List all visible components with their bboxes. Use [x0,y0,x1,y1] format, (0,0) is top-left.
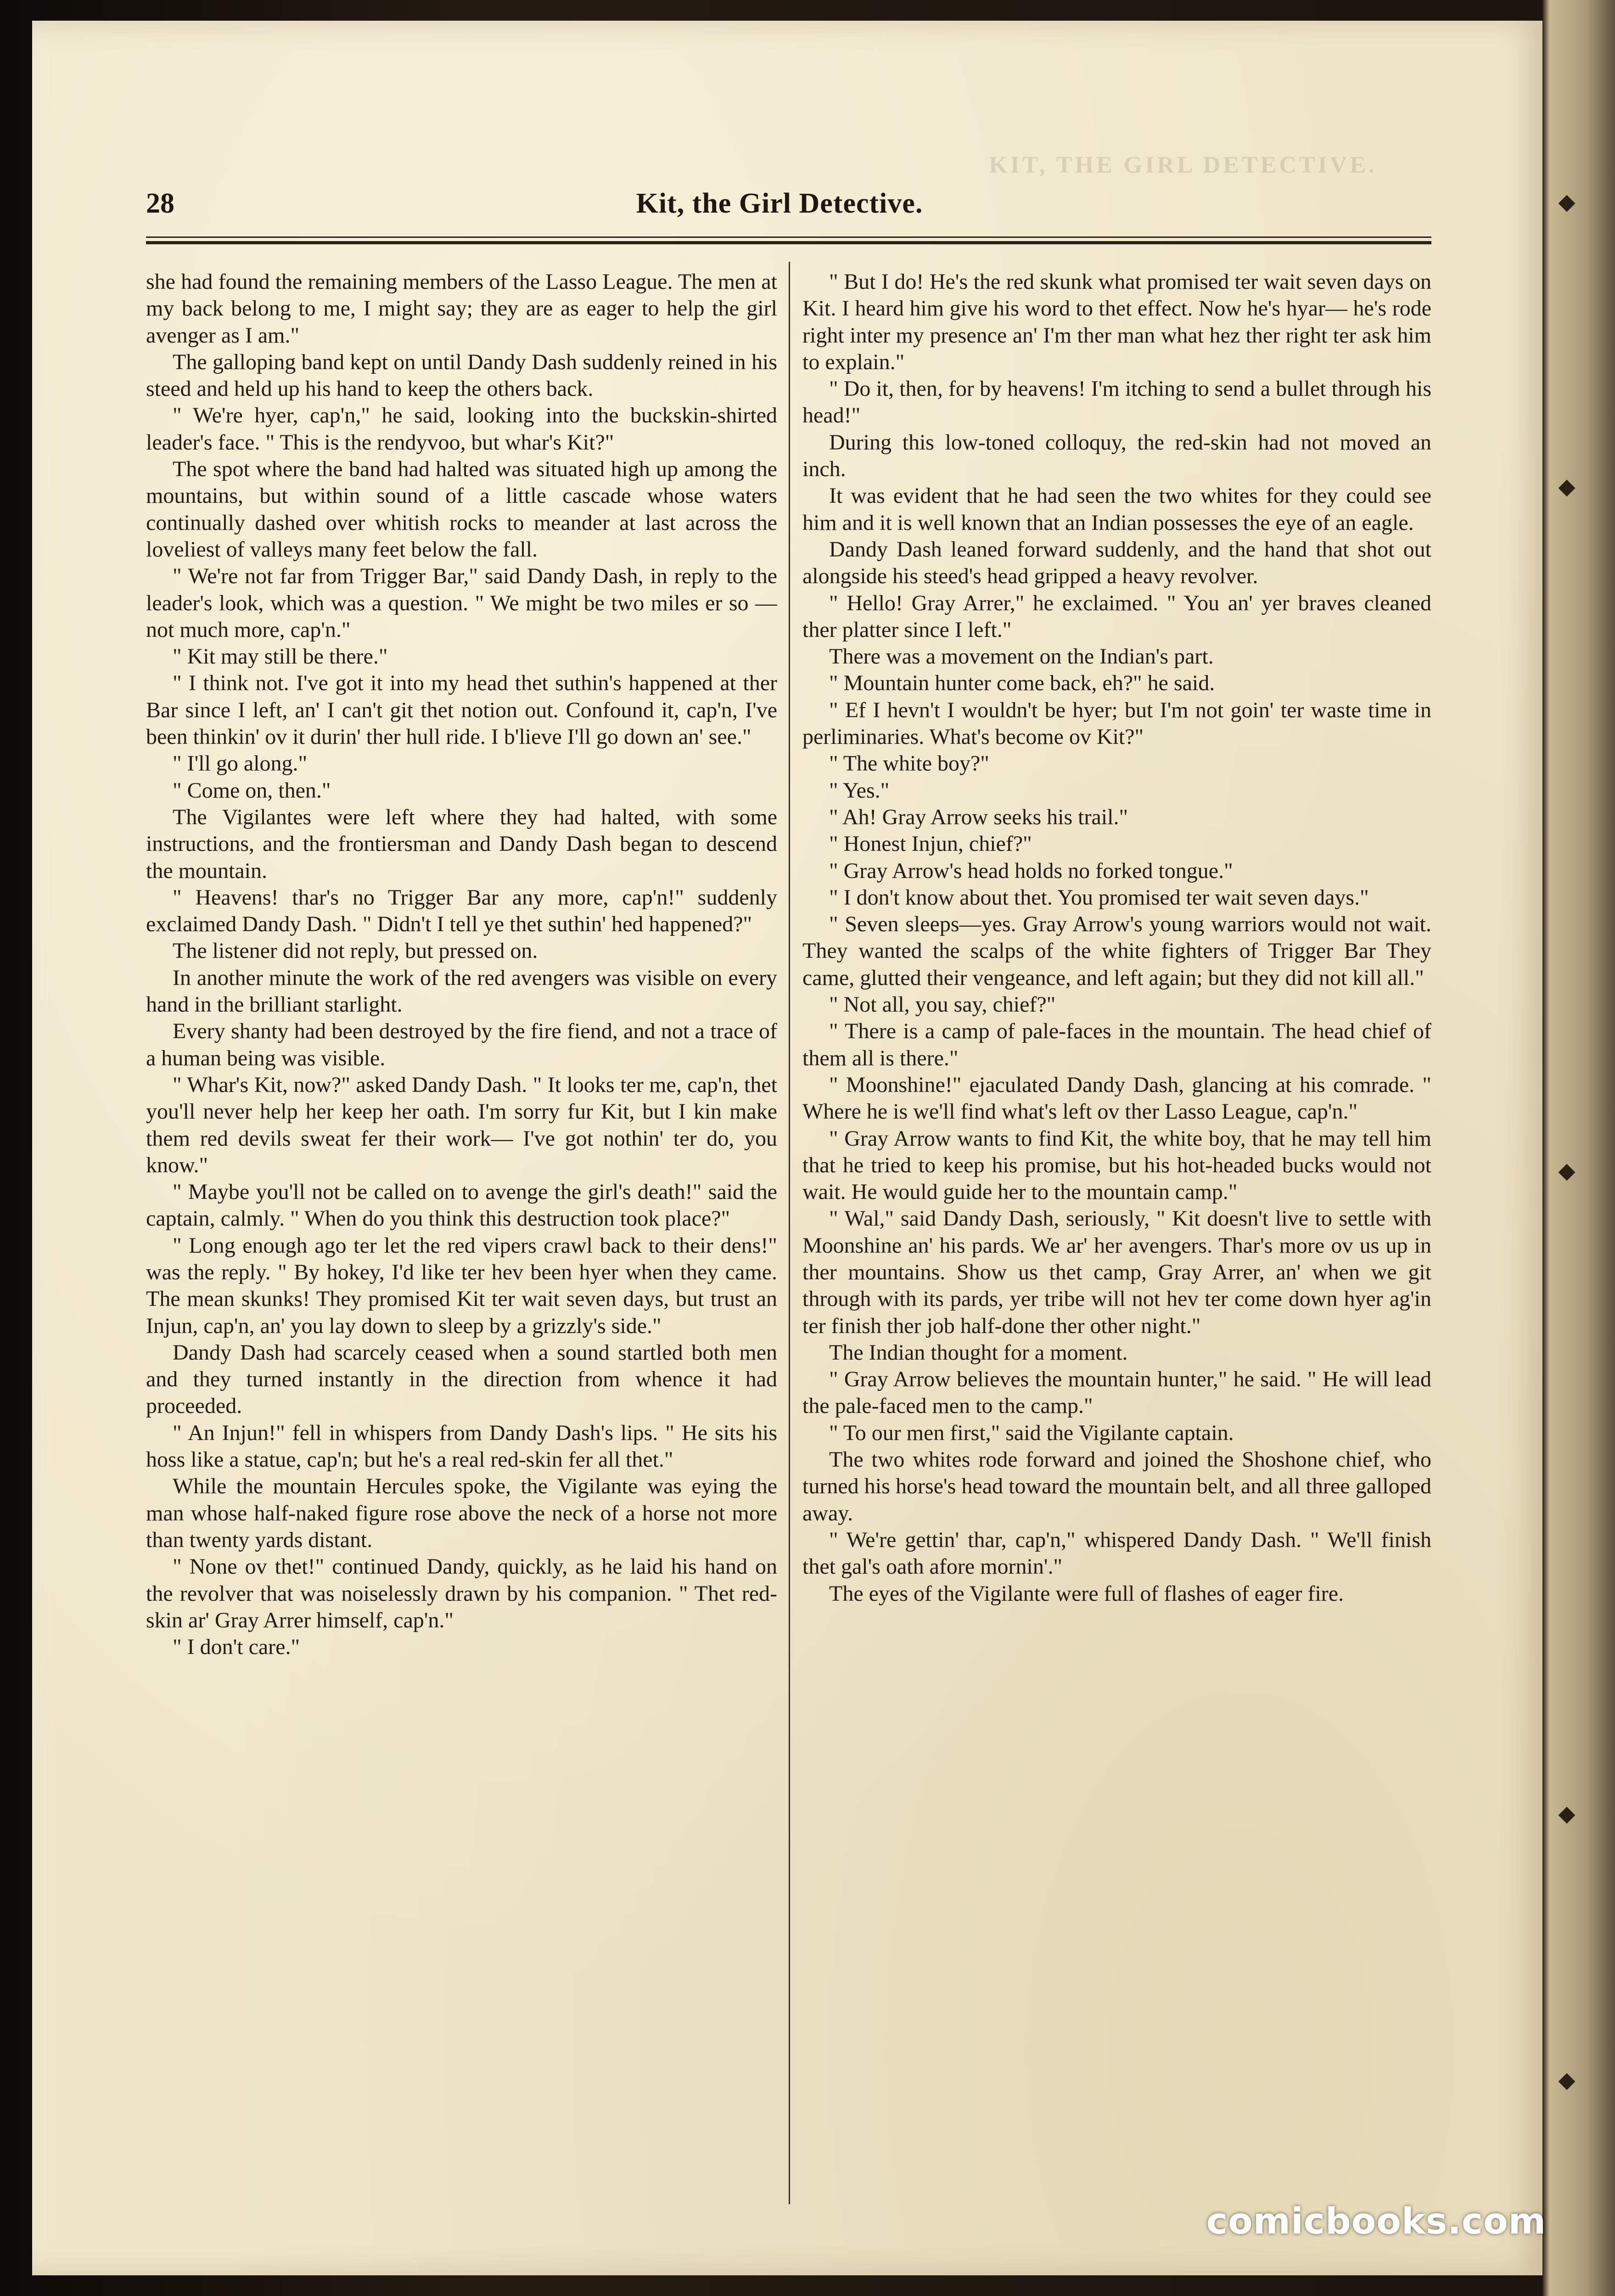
paragraph: During this low-toned colloquy, the red-skin had not moved an inch. [802,430,1431,482]
paragraph: The spot where the band had halted was situated high up among the mountains, but within sound of a little cascade whose waters continually dashed over whitish rocks to meander at last across the loveliest of valleys many feet below the fall. [146,457,777,562]
paragraph: The two whites rode forward and joined the Shoshone chief, who turned his horse's head toward the mountain belt, and all three galloped away. [802,1447,1431,1525]
adjacent-page-edge [1542,0,1615,2296]
header-rule-thick [146,241,1431,244]
paragraph: " There is a camp of pale-faces in the mountain. The head chief of them all is there." [802,1019,1431,1070]
paragraph: " But I do! He's the red skunk what promised ter wait seven days on Kit. I heard him give his word to thet effect. Now he's hyar— he's rode right inter my presence an' I'm ther man what hez ther right ter ask him to explain." [802,270,1431,374]
paragraph: " None ov thet!" continued Dandy, quickly, as he laid his hand on the revolver that was noiselessly drawn by his companion. " Thet red-skin ar' Gray Arrer himself, cap'n." [146,1554,777,1632]
paragraph: There was a movement on the Indian's part. [829,644,1214,669]
paragraph: " Moonshine!" ejaculated Dandy Dash, glancing at his comrade. " Where he is we'll find what's left ov ther Lasso League, cap'n." [802,1072,1431,1124]
paragraph: " Ah! Gray Arrow seeks his trail." [829,805,1128,829]
paragraph: " Heavens! thar's no Trigger Bar any more, cap'n!" suddenly exclaimed Dandy Dash. " Didn't I tell ye thet suthin' hed happened?" [146,885,777,937]
page-number: 28 [146,188,174,219]
paragraph: " To our men first," said the Vigilante captain. [829,1420,1234,1445]
paragraph: " The white boy?" [829,751,989,776]
paragraph: " Yes." [829,778,890,803]
paragraph: " We're not far from Trigger Bar," said Dandy Dash, in reply to the leader's look, which was a question. " We might be two miles er so —not much more, cap'n." [146,564,777,642]
binding-mark [1559,195,1576,212]
paragraph: Every shanty had been destroyed by the fire fiend, and not a trace of a human being was visible. [146,1019,777,1070]
paragraph: Dandy Dash leaned forward suddenly, and the hand that shot out alongside his steed's head gripped a heavy revolver. [802,537,1431,589]
paragraph: " An Injun!" fell in whispers from Dandy Dash's lips. " He sits his hoss like a statue, cap'n; but he's a real red-skin fer all thet." [146,1420,777,1472]
paragraph: It was evident that he had seen the two whites for they could see him and it is well known that an Indian possesses the eye of an eagle. [802,484,1431,535]
paragraph: " Honest Injun, chief?" [829,832,1032,856]
paragraph: " Seven sleeps—yes. Gray Arrow's young warriors would not wait. They wanted the scalps of the white fighters of Trigger Bar They came, glutted their vengeance, and left again; but they did not kill all." [802,912,1431,990]
paragraph: The Indian thought for a moment. [829,1340,1128,1365]
paragraph: " Do it, then, for by heavens! I'm itching to send a bullet through his head!" [802,377,1431,428]
paragraph: she had found the remaining members of the Lasso League. The men at my back belong to me, I might say; they are as eager to help the girl avenger as I am." [146,270,777,348]
paragraph: While the mountain Hercules spoke, the Vigilante was eying the man whose half-naked figure rose above the neck of a horse not more than twenty yards distant. [146,1474,777,1552]
paragraph: " Whar's Kit, now?" asked Dandy Dash. " It looks ter me, cap'n, thet you'll never help her keep her oath. I'm sorry fur Kit, but I kin make them red devils sweat fer their work— I've got nothin' ter do, you know." [146,1072,777,1177]
running-head [146,187,1413,229]
paragraph: In another minute the work of the red avengers was visible on every hand in the brilliant starlight. [146,965,777,1017]
column-divider [789,262,790,2204]
binding-mark [1559,2073,1576,2090]
paragraph: " Not all, you say, chief?" [829,992,1056,1017]
paragraph: " Gray Arrow's head holds no forked tongue." [829,858,1233,883]
paragraph: " Ef I hevn't I wouldn't be hyer; but I'm not goin' ter waste time in perliminaries. What's become ov Kit?" [802,698,1431,749]
paragraph: The galloping band kept on until Dandy Dash suddenly reined in his steed and held up his hand to keep the others back. [146,349,777,401]
paragraph: " Hello! Gray Arrer," he exclaimed. " You an' yer braves cleaned ther platter since I left." [802,591,1431,642]
binding-mark [1559,480,1576,497]
book-title: Kit, the Girl Detective. [636,188,923,219]
header-rule [146,236,1431,238]
paragraph: " Wal," said Dandy Dash, seriously, " Kit doesn't live to settle with Moonshine an' his pards. We ar' her avengers. Thar's more ov us up in ther mountains. Show us thet camp, Gray Arrer, an' when we git through with its pards, yer tribe will not hev ter come down hyer ag'in ter finish ther job half-done ther other night." [802,1206,1431,1338]
paragraph: " Gray Arrow wants to find Kit, the white boy, that he may tell him that he tried to keep his promise, but his hot-headed bucks would not wait. He would guide her to the mountain camp." [802,1126,1431,1204]
paragraph: " Long enough ago ter let the red vipers crawl back to their dens!" was the reply. " By hokey, I'd like ter hev been hyer when they came. The mean skunks! They promised Kit ter wait seven days, but trust an Injun, cap'n, an' you lay down to sleep by a grizzly's side." [146,1233,777,1338]
paragraph: The Vigilantes were left where they had halted, with some instructions, and the frontiersman and Dandy Dash began to descend the mountain. [146,805,777,883]
paragraph: The eyes of the Vigilante were full of flashes of eager fire. [829,1581,1344,1606]
paragraph: " We're hyer, cap'n," he said, looking into the buckskin-shirted leader's face. " This is the rendyvoo, but whar's Kit?" [146,403,777,455]
watermark: comicbooks.com [1206,2201,1546,2242]
paragraph: " I think not. I've got it into my head thet suthin's happened at ther Bar since I left, an' I can't git thet notion out. Confound it, cap'n, I've been thinkin' ov it durin' ther hull ride. I b'lieve I'll go down an' see." [146,671,777,749]
paragraph: " I don't know about thet. You promised ter wait seven days." [829,885,1369,910]
paragraph: " Kit may still be there." [173,644,388,669]
paragraph: " Maybe you'll not be called on to avenge the girl's death!" said the captain, calmly. " When do you think this destruction took place?" [146,1180,777,1231]
text-column-right [802,269,1431,2202]
paragraph: " Come on, then." [173,778,331,803]
paragraph: " I don't care." [173,1635,300,1660]
paragraph: " Mountain hunter come back, eh?" he said. [829,671,1215,696]
paragraph: The listener did not reply, but pressed on. [173,939,538,963]
text-column-left [146,269,777,2202]
paragraph: Dandy Dash had scarcely ceased when a sound startled both men and they turned instantly in the direction from whence it had proceeded. [146,1340,777,1418]
binding-mark [1559,1164,1576,1181]
paragraph: " We're gettin' thar, cap'n," whispered Dandy Dash. " We'll finish thet gal's oath afore mornin'." [802,1527,1431,1579]
show-through-text: KIT, THE GIRL DETECTIVE. [989,152,1377,178]
paragraph: " I'll go along." [173,751,308,776]
binding-mark [1559,1807,1576,1824]
paragraph: " Gray Arrow believes the mountain hunter," he said. " He will lead the pale-faced men to the camp." [802,1367,1431,1418]
